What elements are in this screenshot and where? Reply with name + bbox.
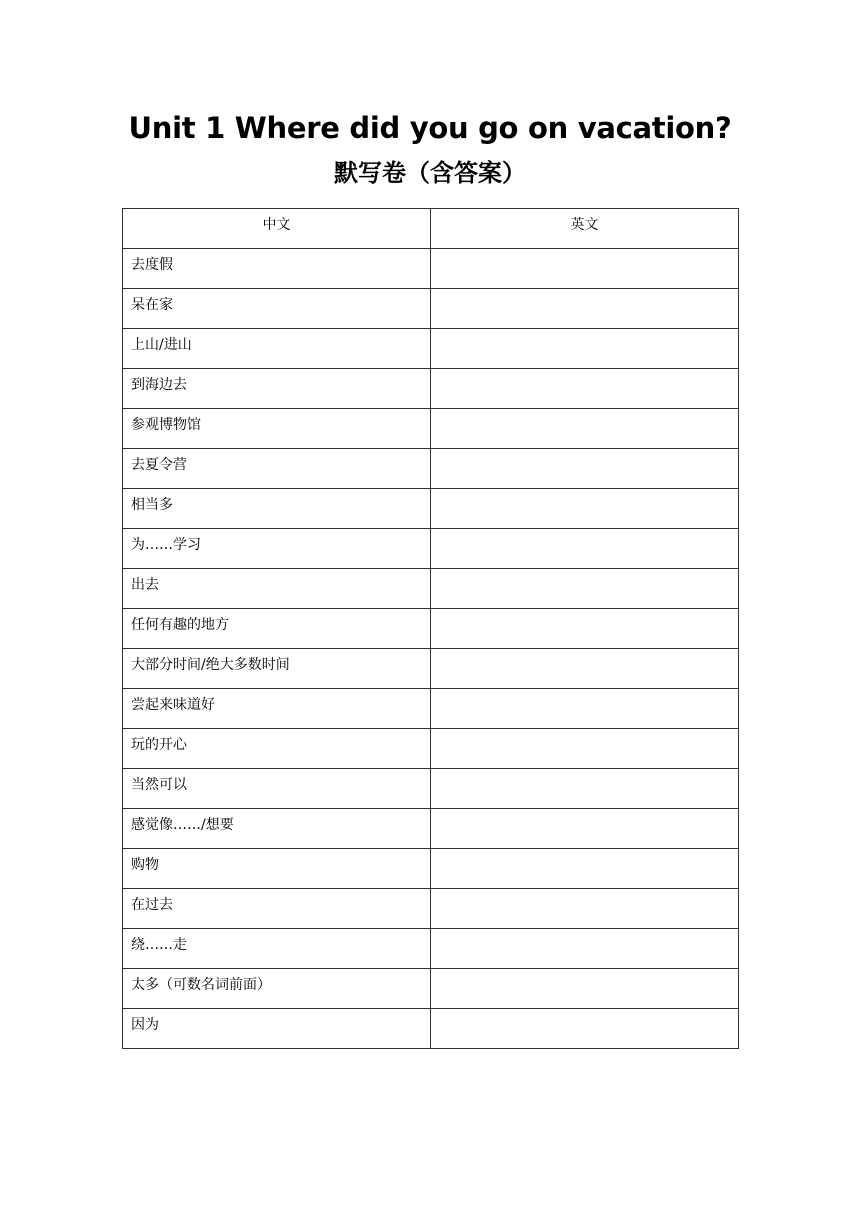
chinese-term-cell: 玩的开心 xyxy=(123,729,431,769)
english-answer-cell xyxy=(431,249,739,289)
table-row xyxy=(123,769,739,809)
table-row xyxy=(123,1009,739,1049)
chinese-term-cell: 到海边去 xyxy=(123,369,431,409)
table-row xyxy=(123,249,739,289)
english-answer-cell xyxy=(431,1009,739,1049)
english-answer-cell xyxy=(431,969,739,1009)
table-row xyxy=(123,529,739,569)
table-row xyxy=(123,489,739,529)
english-answer-cell xyxy=(431,569,739,609)
chinese-term-cell: 参观博物馆 xyxy=(123,409,431,449)
english-answer-cell xyxy=(431,369,739,409)
chinese-term-cell: 去夏令营 xyxy=(123,449,431,489)
table-row xyxy=(123,449,739,489)
chinese-term-cell: 太多（可数名词前面） xyxy=(123,969,431,1009)
english-answer-cell xyxy=(431,409,739,449)
table-row xyxy=(123,849,739,889)
english-answer-cell xyxy=(431,929,739,969)
table-body xyxy=(123,249,739,1049)
english-answer-cell xyxy=(431,769,739,809)
vocabulary-table xyxy=(122,208,739,1049)
table-row xyxy=(123,809,739,849)
english-answer-cell xyxy=(431,289,739,329)
table-row xyxy=(123,289,739,329)
english-answer-cell xyxy=(431,809,739,849)
english-answer-cell xyxy=(431,449,739,489)
table-row xyxy=(123,969,739,1009)
chinese-term-cell: 在过去 xyxy=(123,889,431,929)
table-header-row xyxy=(123,209,739,249)
chinese-term-cell: 感觉像……/想要 xyxy=(123,809,431,849)
chinese-term-cell: 出去 xyxy=(123,569,431,609)
english-answer-cell xyxy=(431,609,739,649)
table-row xyxy=(123,329,739,369)
column-header-english: 英文 xyxy=(431,209,739,249)
chinese-term-cell: 上山/进山 xyxy=(123,329,431,369)
chinese-term-cell: 绕……走 xyxy=(123,929,431,969)
english-answer-cell xyxy=(431,889,739,929)
english-answer-cell xyxy=(431,689,739,729)
chinese-term-cell: 大部分时间/绝大多数时间 xyxy=(123,649,431,689)
page-title: Unit 1 Where did you go on vacation? xyxy=(128,111,732,145)
chinese-term-cell: 因为 xyxy=(123,1009,431,1049)
english-answer-cell xyxy=(431,649,739,689)
english-answer-cell xyxy=(431,729,739,769)
table-row xyxy=(123,609,739,649)
english-answer-cell xyxy=(431,529,739,569)
chinese-term-cell: 当然可以 xyxy=(123,769,431,809)
chinese-term-cell: 去度假 xyxy=(123,249,431,289)
chinese-term-cell: 任何有趣的地方 xyxy=(123,609,431,649)
english-answer-cell xyxy=(431,489,739,529)
chinese-term-cell: 尝起来味道好 xyxy=(123,689,431,729)
table-row xyxy=(123,409,739,449)
table-row xyxy=(123,569,739,609)
chinese-term-cell: 购物 xyxy=(123,849,431,889)
table-row xyxy=(123,929,739,969)
table-row xyxy=(123,729,739,769)
chinese-term-cell: 为……学习 xyxy=(123,529,431,569)
page-subtitle: 默写卷（含答案） xyxy=(334,158,526,187)
column-header-chinese: 中文 xyxy=(123,209,431,249)
table-row xyxy=(123,689,739,729)
chinese-term-cell: 呆在家 xyxy=(123,289,431,329)
table-row xyxy=(123,649,739,689)
chinese-term-cell: 相当多 xyxy=(123,489,431,529)
table-row xyxy=(123,369,739,409)
english-answer-cell xyxy=(431,849,739,889)
english-answer-cell xyxy=(431,329,739,369)
table-row xyxy=(123,889,739,929)
